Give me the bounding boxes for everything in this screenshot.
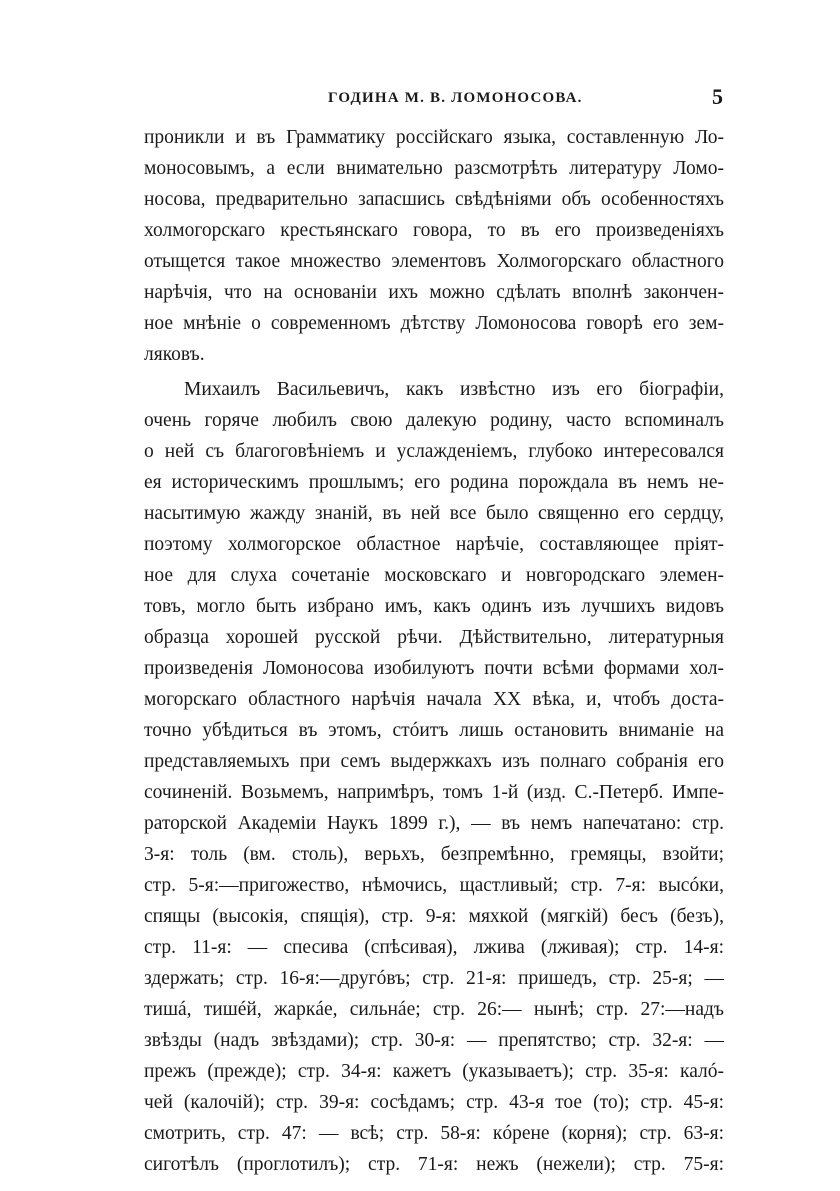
text-line: прежъ (прежде); стр. 34-я: кажетъ (указываетъ); стр. 35-я: калó- (144, 1061, 724, 1082)
text-line: Михаилъ Васильевичъ, какъ извѣстно изъ его біографіи, (184, 379, 724, 400)
text-line: нарѣчія, что на основаніи ихъ можно сдѣлать вполнѣ закончен- (144, 282, 724, 303)
text-line: могорскаго областного нарѣчія начала XX вѣка, и, чтобъ доста- (144, 689, 724, 710)
paragraph-1 (144, 122, 724, 370)
text-line: тишá, тишéй, жаркáе, сильнáе; стр. 26:— нынѣ; стр. 27:—надъ (144, 999, 724, 1020)
text-line: произведенія Ломоносова изобилуютъ почти всѣми формами хол- (144, 658, 724, 679)
text-line: ляковъ. (144, 344, 205, 365)
text-line: насытимую жажду знаній, въ ней все было священно его сердцу, (144, 503, 724, 524)
paragraph-2 (144, 374, 724, 1180)
body-text (144, 122, 724, 1180)
running-title: ГОДИНА М. В. ЛОМОНОСОВА. (328, 90, 583, 106)
text-line: 3-я: толь (вм. столь), верьхъ, безпремѣнно, гремяцы, взойти; (144, 844, 724, 865)
text-line: носова, предварительно запасшись свѣдѣніями объ особенностяхъ (144, 189, 724, 210)
page-number: 5 (712, 84, 723, 109)
text-line: товъ, могло быть избрано имъ, какъ одинъ изъ лучшихъ видовъ (144, 596, 724, 617)
text-line: сиготѣлъ (проглотилъ); стр. 71-я: нежъ (нежели); стр. 75-я: (144, 1154, 724, 1175)
text-line: очень горяче любилъ свою далекую родину, часто вспоминалъ (144, 410, 724, 431)
text-line: стр. 5-я:—пригожество, нѣмочись, щастливый; стр. 7-я: высóки, (144, 875, 724, 896)
text-line: точно убѣдиться въ этомъ, стóитъ лишь остановить вниманіе на (144, 720, 724, 741)
text-line: проникли и въ Грамматику россійскаго языка, составленную Ло- (144, 127, 724, 148)
text-line: ное для слуха сочетаніе московскаго и новгородскаго элемен- (144, 565, 724, 586)
text-line: спящы (высокія, спящія), стр. 9-я: мяхкой (мягкій) бесъ (безъ), (144, 906, 724, 927)
text-line: чей (калочій); стр. 39-я: сосѣдамъ; стр. 43-я тое (то); стр. 45-я: (144, 1092, 724, 1113)
text-line: отыщется такое множество элементовъ Холмогорскаго областного (144, 251, 724, 272)
text-line: сочиненій. Возьмемъ, напримѣръ, томъ 1-й (изд. С.-Петерб. Импе- (144, 782, 724, 803)
text-line: звѣзды (надъ звѣздами); стр. 30-я: — препятство; стр. 32-я: — (144, 1030, 724, 1051)
text-line: представляемыхъ при семъ выдержкахъ изъ полнаго собранія его (144, 751, 724, 772)
text-line: холмогорскаго крестьянскаго говора, то въ его произведеніяхъ (144, 220, 724, 241)
text-line: стр. 11-я: — спесива (спѣсивая), лжива (лживая); стр. 14-я: (144, 937, 724, 958)
text-line: о ней съ благоговѣніемъ и услажденіемъ, глубоко интересовался (144, 441, 724, 462)
text-line: раторской Академіи Наукъ 1899 г.), — въ немъ напечатано: стр. (144, 813, 724, 834)
text-line: образца хорошей русской рѣчи. Дѣйствительно, литературныя (144, 627, 724, 648)
text-line: смотрить, стр. 47: — всѣ; стр. 58-я: кóрене (корня); стр. 63-я: (144, 1123, 724, 1144)
text-line: ея историческимъ прошлымъ; его родина порождала въ немъ не- (144, 472, 724, 493)
text-line: моносовымъ, а если внимательно разсмотрѣть литературу Ломо- (144, 158, 724, 179)
text-line: поэтому холмогорское областное нарѣчіе, составляющее пріят- (144, 534, 724, 555)
text-line: ное мнѣніе о современномъ дѣтству Ломоносова говорѣ его зем- (144, 313, 724, 334)
text-line: здержать; стр. 16-я:—другóвъ; стр. 21-я: пришедъ, стр. 25-я; — (144, 968, 724, 989)
